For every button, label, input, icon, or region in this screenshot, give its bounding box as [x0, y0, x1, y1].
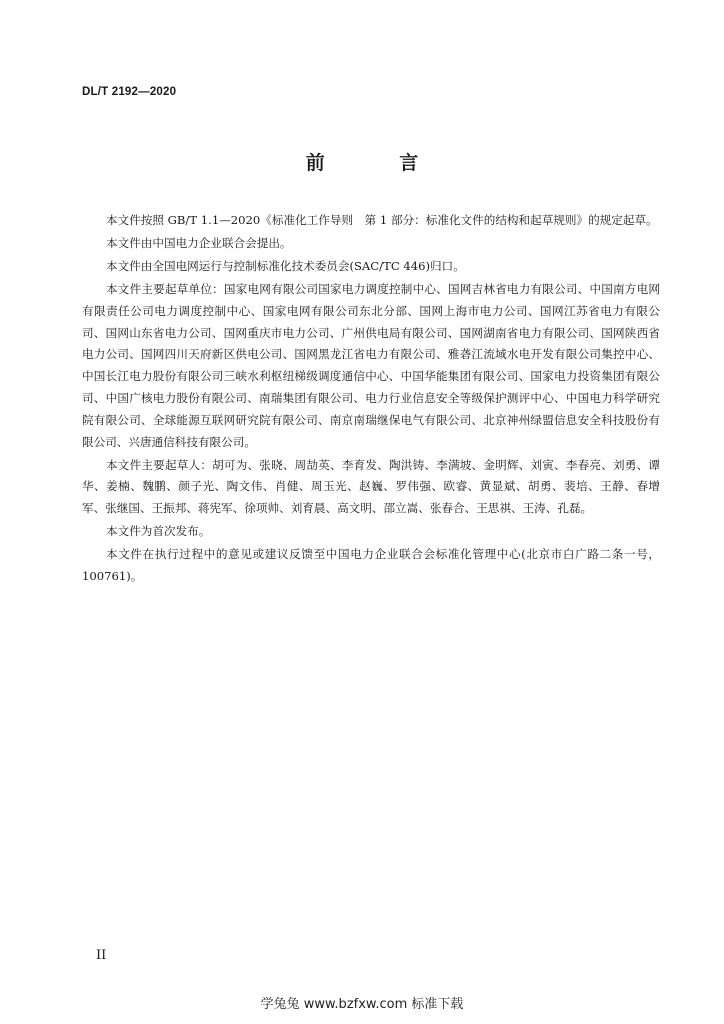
- paragraph: 本文件由全国电网运行与控制标准化技术委员会(SAC/TC 446)归口。: [106, 258, 465, 273]
- paragraph: 本文件由中国电力企业联合会提出。: [106, 235, 292, 250]
- paragraph: 本文件按照 GB/T 1.1—2020《标准化工作导则 第 1 部分：标准化文件的结构和起草规则》的规定起草。: [106, 213, 658, 227]
- paragraph: 本文件在执行过程中的意见或建议反馈至中国电力企业联合会标准化管理中心(北京市白广路二条一号，100761)。: [82, 547, 660, 583]
- page-number: II: [96, 948, 107, 963]
- foreword-body: [82, 210, 660, 589]
- paragraph: 本文件为首次发布。: [106, 524, 211, 539]
- standard-code: DL/T 2192—2020: [82, 86, 177, 98]
- page-title: 前 言: [305, 152, 453, 174]
- watermark-text: 学兔兔 www.bzfxw.com 标准下载: [260, 997, 464, 1012]
- paragraph: 本文件主要起草人：胡可为、张晓、周劼英、李育发、陶洪铸、李满坡、金明辉、刘寅、李春亮、刘勇、谭华、姜楠、魏鹏、颜子光、陶文伟、肖健、周玉光、赵巍、罗伟强、欧睿、黄显斌、胡勇、裴培、王静、春增军、张继国、王振邦、蒋宪军、徐项帅、刘育晨、高文明、邵立嵩、张春合、王思祺、王涛、孔磊。: [82, 457, 660, 516]
- paragraph: 本文件主要起草单位：国家电网有限公司国家电力调度控制中心、国网吉林省电力有限公司、中国南方电网有限责任公司电力调度控制中心、国家电网有限公司东北分部、国网上海市电力公司、国网江苏省电力有限公司、国网山东省电力公司、国网重庆市电力公司、广州供电局有限公司、国网湖南省电力有限公司、国网陕西省电力公司、国网四川天府新区供电公司、国网黑龙江省电力有限公司、雅砻江流域水电开发有限公司集控中心、中国长江电力股份有限公司三峡水利枢纽梯级调度通信中心、中国华能集团有限公司、国家电力投资集团有限公司、中国广核电力股份有限公司、南瑞集团有限公司、电力行业信息安全等级保护测评中心、中国电力科学研究院有限公司、全球能源互联网研究院有限公司、南京南瑞继保电气有限公司、北京神州绿盟信息安全科技股份有限公司、兴唐通信科技有限公司。: [82, 281, 660, 449]
